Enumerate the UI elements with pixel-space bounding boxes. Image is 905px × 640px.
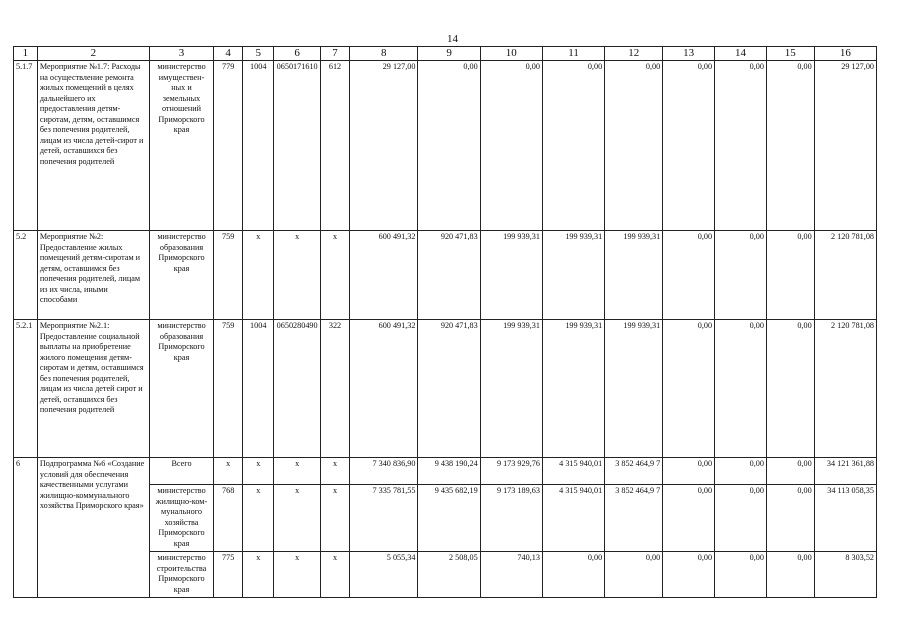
executor: министерство образования Приморского края xyxy=(149,231,213,320)
cell-expense-type: x xyxy=(320,458,349,485)
column-header: 13 xyxy=(663,47,715,61)
cell-amount: 199 939,31 xyxy=(480,231,542,320)
column-header: 6 xyxy=(274,47,321,61)
cell-amount: 3 852 464,9 7 xyxy=(605,485,663,552)
cell-amount: 5 055,34 xyxy=(350,552,418,598)
cell-amount: 7 340 836,90 xyxy=(350,458,418,485)
cell-grbs: 775 xyxy=(214,552,243,598)
cell-amount: 0,00 xyxy=(766,552,814,598)
cell-amount: 0,00 xyxy=(766,320,814,458)
row-number: 6 xyxy=(14,458,38,598)
cell-expense-type: 612 xyxy=(320,61,349,231)
cell-total: 34 113 058,35 xyxy=(814,485,876,552)
cell-amount: 0,00 xyxy=(766,458,814,485)
cell-amount: 920 471,83 xyxy=(418,231,480,320)
cell-total: 29 127,00 xyxy=(814,61,876,231)
cell-amount: 0,00 xyxy=(418,61,480,231)
executor: Всего xyxy=(149,458,213,485)
table-row xyxy=(14,320,877,458)
measure-name: Мероприятие №2: Предоставление жилых помещений детям-сиротам и детям, оставшимся без попечения родителей, лицам из их числа, иными способами xyxy=(37,231,149,320)
cell-amount: 0,00 xyxy=(605,552,663,598)
cell-section: x xyxy=(243,231,274,320)
column-header: 10 xyxy=(480,47,542,61)
cell-section: x xyxy=(243,458,274,485)
measure-name: Мероприятие №1.7: Расходы на осуществление ремонта жилых помещений в целях дальнейшего их предоставления детям-сиротам, детям, оставшимся без попечения родителей, лицам из числа детей-сирот и детей, оставшихся без попечения родителей xyxy=(37,61,149,231)
cell-amount: 0,00 xyxy=(663,552,715,598)
cell-amount: 0,00 xyxy=(715,458,767,485)
page-number: 14 xyxy=(447,33,458,45)
cell-section: 1004 xyxy=(243,61,274,231)
cell-section: x xyxy=(243,485,274,552)
cell-target-article: x xyxy=(274,485,321,552)
cell-amount: 199 939,31 xyxy=(542,320,604,458)
table-row xyxy=(14,61,877,231)
cell-amount: 199 939,31 xyxy=(605,231,663,320)
cell-amount: 3 852 464,9 7 xyxy=(605,458,663,485)
cell-amount: 0,00 xyxy=(605,61,663,231)
column-header: 15 xyxy=(766,47,814,61)
cell-expense-type: x xyxy=(320,485,349,552)
cell-amount: 600 491,32 xyxy=(350,231,418,320)
column-header: 14 xyxy=(715,47,767,61)
column-header: 8 xyxy=(350,47,418,61)
cell-amount: 2 508,05 xyxy=(418,552,480,598)
column-header: 16 xyxy=(814,47,876,61)
column-header: 4 xyxy=(214,47,243,61)
cell-target-article: x xyxy=(274,552,321,598)
cell-expense-type: 322 xyxy=(320,320,349,458)
subprogram-name: Подпрограмма №6 «Создание условий для обеспечения качественными услугами жилищно-коммунального хозяйства Приморского края» xyxy=(37,458,149,598)
cell-target-article: 0650280490 xyxy=(274,320,321,458)
executor: министерство жилищно-ком-мунального хозяйства Приморского края xyxy=(149,485,213,552)
cell-amount: 0,00 xyxy=(766,485,814,552)
cell-amount: 0,00 xyxy=(715,485,767,552)
column-header: 12 xyxy=(605,47,663,61)
measure-name: Мероприятие №2.1: Предоставление социальной выплаты на приобретение жилого помещения детям-сиротам и детям, оставшимся без попечения родителей, лицам из числа детей сирот и детей, оставшихся без попечения родителей xyxy=(37,320,149,458)
cell-target-article: x xyxy=(274,458,321,485)
cell-amount: 199 939,31 xyxy=(605,320,663,458)
cell-total: 2 120 781,08 xyxy=(814,320,876,458)
cell-section: x xyxy=(243,552,274,598)
cell-amount: 0,00 xyxy=(663,458,715,485)
cell-amount: 9 438 190,24 xyxy=(418,458,480,485)
cell-grbs: 768 xyxy=(214,485,243,552)
table-row xyxy=(14,458,877,485)
cell-amount: 0,00 xyxy=(766,231,814,320)
column-header: 3 xyxy=(149,47,213,61)
executor: министерство строительства Приморского края xyxy=(149,552,213,598)
cell-amount: 740,13 xyxy=(480,552,542,598)
cell-total: 34 121 361,88 xyxy=(814,458,876,485)
row-number: 5.2 xyxy=(14,231,38,320)
row-number: 5.1.7 xyxy=(14,61,38,231)
row-number: 5.2.1 xyxy=(14,320,38,458)
cell-grbs: 779 xyxy=(214,61,243,231)
cell-amount: 0,00 xyxy=(663,231,715,320)
cell-amount: 0,00 xyxy=(663,485,715,552)
column-header: 5 xyxy=(243,47,274,61)
column-header: 2 xyxy=(37,47,149,61)
column-header-row xyxy=(14,47,877,61)
cell-amount: 199 939,31 xyxy=(480,320,542,458)
cell-amount: 0,00 xyxy=(715,320,767,458)
cell-amount: 0,00 xyxy=(480,61,542,231)
column-header: 7 xyxy=(320,47,349,61)
cell-amount: 0,00 xyxy=(766,61,814,231)
cell-target-article: 0650171610 xyxy=(274,61,321,231)
cell-amount: 600 491,32 xyxy=(350,320,418,458)
cell-total: 2 120 781,08 xyxy=(814,231,876,320)
cell-amount: 29 127,00 xyxy=(350,61,418,231)
column-header: 9 xyxy=(418,47,480,61)
cell-amount: 0,00 xyxy=(715,552,767,598)
cell-amount: 920 471,83 xyxy=(418,320,480,458)
executor: министерство имуществен-ных и земельных отношений Приморского края xyxy=(149,61,213,231)
column-header: 1 xyxy=(14,47,38,61)
cell-amount: 9 435 682,19 xyxy=(418,485,480,552)
table-row xyxy=(14,231,877,320)
cell-section: 1004 xyxy=(243,320,274,458)
cell-grbs: x xyxy=(214,458,243,485)
cell-target-article: x xyxy=(274,231,321,320)
cell-amount: 0,00 xyxy=(715,231,767,320)
cell-amount: 0,00 xyxy=(663,61,715,231)
column-header: 11 xyxy=(542,47,604,61)
cell-amount: 0,00 xyxy=(663,320,715,458)
cell-amount: 0,00 xyxy=(542,552,604,598)
cell-amount: 0,00 xyxy=(715,61,767,231)
cell-expense-type: x xyxy=(320,552,349,598)
cell-total: 8 303,52 xyxy=(814,552,876,598)
cell-grbs: 759 xyxy=(214,320,243,458)
cell-amount: 9 173 929,76 xyxy=(480,458,542,485)
executor: министерство образования Приморского края xyxy=(149,320,213,458)
cell-amount: 4 315 940,01 xyxy=(542,485,604,552)
cell-grbs: 759 xyxy=(214,231,243,320)
cell-amount: 9 173 189,63 xyxy=(480,485,542,552)
budget-table xyxy=(13,46,877,598)
cell-amount: 4 315 940,01 xyxy=(542,458,604,485)
cell-amount: 0,00 xyxy=(542,61,604,231)
cell-amount: 199 939,31 xyxy=(542,231,604,320)
cell-amount: 7 335 781,55 xyxy=(350,485,418,552)
cell-expense-type: x xyxy=(320,231,349,320)
